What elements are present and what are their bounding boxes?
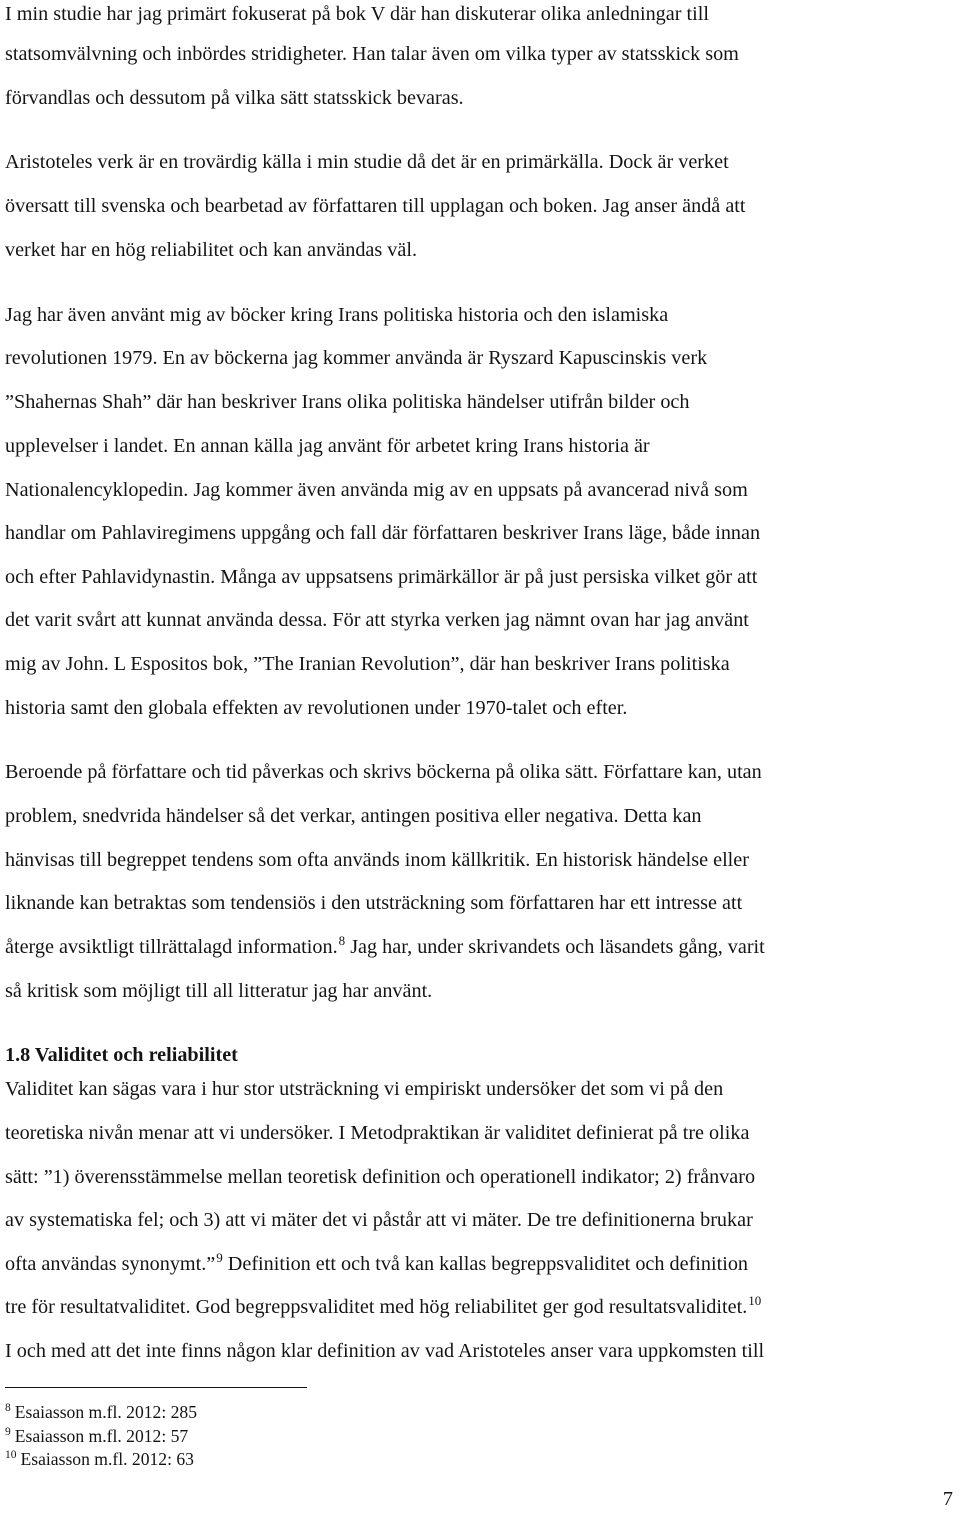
page-number: 7: [942, 1488, 953, 1510]
text-line: [5, 1294, 761, 1320]
text-line: Aristoteles verk är en trovärdig källa i min studie då det är en primärkälla. Dock är verket: [5, 151, 729, 173]
text-line: teoretiska nivån menar att vi undersöker. I Metodpraktikan är validitet definierat på tre olika: [5, 1122, 750, 1144]
text-line: Nationalencyklopedin. Jag kommer även använda mig av en uppsats på avancerad nivå som: [5, 479, 748, 501]
text-line: så kritisk som möjligt till all litteratur jag har använt.: [5, 980, 433, 1002]
text-line: historia samt den globala effekten av revolutionen under 1970-talet och efter.: [5, 697, 628, 719]
text-line: [5, 934, 765, 960]
text-line: förvandlas och dessutom på vilka sätt statsskick bevaras.: [5, 87, 464, 109]
text-segment: tre för resultatvaliditet. God begreppsvaliditet med hög reliabilitet ger god resultatsvaliditet.: [5, 1296, 748, 1318]
footnote-8: [5, 1401, 197, 1423]
footnote-text: Esaiasson m.fl. 2012: 285: [14, 1402, 198, 1422]
footnote-text: Esaiasson m.fl. 2012: 57: [14, 1426, 189, 1446]
text-line: av systematiska fel; och 3) att vi mäter det vi påstår att vi mäter. De tre definitionerna brukar: [5, 1209, 753, 1231]
text-segment: ofta användas synonymt.”: [5, 1253, 216, 1275]
footnote-text: Esaiasson m.fl. 2012: 63: [20, 1449, 194, 1469]
footnote-number: 8: [5, 1402, 11, 1414]
text-line: och efter Pahlavidynastin. Många av uppsatsens primärkällor är på just persiska vilket gör att: [5, 566, 758, 588]
text-line: Validitet kan sägas vara i hur stor utsträckning vi empiriskt undersöker det som vi på den: [5, 1078, 724, 1100]
footnote-reference-10[interactable]: 10: [748, 1293, 762, 1308]
text-line: upplevelser i landet. En annan källa jag använt för arbetet kring Irans historia är: [5, 435, 650, 457]
footnote-number: 10: [5, 1449, 17, 1461]
text-line: I min studie har jag primärt fokuserat på bok V där han diskuterar olika anledningar till: [5, 3, 709, 25]
text-line: ”Shahernas Shah” där han beskriver Irans olika politiska händelser utifrån bilder och: [5, 391, 690, 413]
text-line: handlar om Pahlaviregimens uppgång och fall där författaren beskriver Irans läge, både innan: [5, 522, 761, 544]
section-heading: 1.8 Validitet och reliabilitet: [5, 1044, 238, 1066]
text-segment: Jag har, under skrivandets och läsandets gång, varit: [345, 936, 765, 958]
footnote-reference-9[interactable]: 9: [216, 1250, 223, 1265]
footnote-reference-8[interactable]: 8: [338, 933, 346, 948]
text-line: verket har en hög reliabilitet och kan användas väl.: [5, 239, 418, 261]
text-line: I och med att det inte finns någon klar definition av vad Aristoteles anser vara uppkomsten till: [5, 1340, 765, 1362]
text-line: Beroende på författare och tid påverkas och skrivs böckerna på olika sätt. Författare kan, utan: [5, 761, 762, 783]
text-line: hänvisas till begreppet tendens som ofta används inom källkritik. En historisk händelse eller: [5, 849, 749, 871]
text-segment: återge avsiktligt tillrättalagd information.: [5, 936, 338, 958]
text-line: mig av John. L Espositos bok, ”The Iranian Revolution”, där han beskriver Irans politiska: [5, 653, 730, 675]
text-line: sätt: ”1) överensstämmelse mellan teoretisk definition och operationell indikator; 2) frånvaro: [5, 1166, 756, 1188]
text-line: statsomvälvning och inbördes stridigheter. Han talar även om vilka typer av statsskick som: [5, 43, 739, 65]
footnote-9: [5, 1425, 188, 1447]
text-line: Jag har även använt mig av böcker kring Irans politiska historia och den islamiska: [5, 304, 669, 326]
footnote-number: 9: [5, 1426, 11, 1438]
text-line: [5, 1251, 748, 1277]
footnote-separator: [5, 1387, 307, 1388]
text-line: liknande kan betraktas som tendensiös i den utsträckning som författaren har ett intresse att: [5, 892, 743, 914]
text-line: problem, snedvrida händelser så det verkar, antingen positiva eller negativa. Detta kan: [5, 805, 702, 827]
text-line: det varit svårt att kunnat använda dessa. För att styrka verken jag nämnt ovan har jag använt: [5, 609, 749, 631]
footnote-10: [5, 1448, 194, 1470]
text-line: revolutionen 1979. En av böckerna jag kommer använda är Ryszard Kapuscinskis verk: [5, 347, 708, 369]
text-segment: Definition ett och två kan kallas begreppsvaliditet och definition: [222, 1253, 749, 1275]
text-line: översatt till svenska och bearbetad av författaren till upplagan och boken. Jag anser ändå att: [5, 195, 746, 217]
